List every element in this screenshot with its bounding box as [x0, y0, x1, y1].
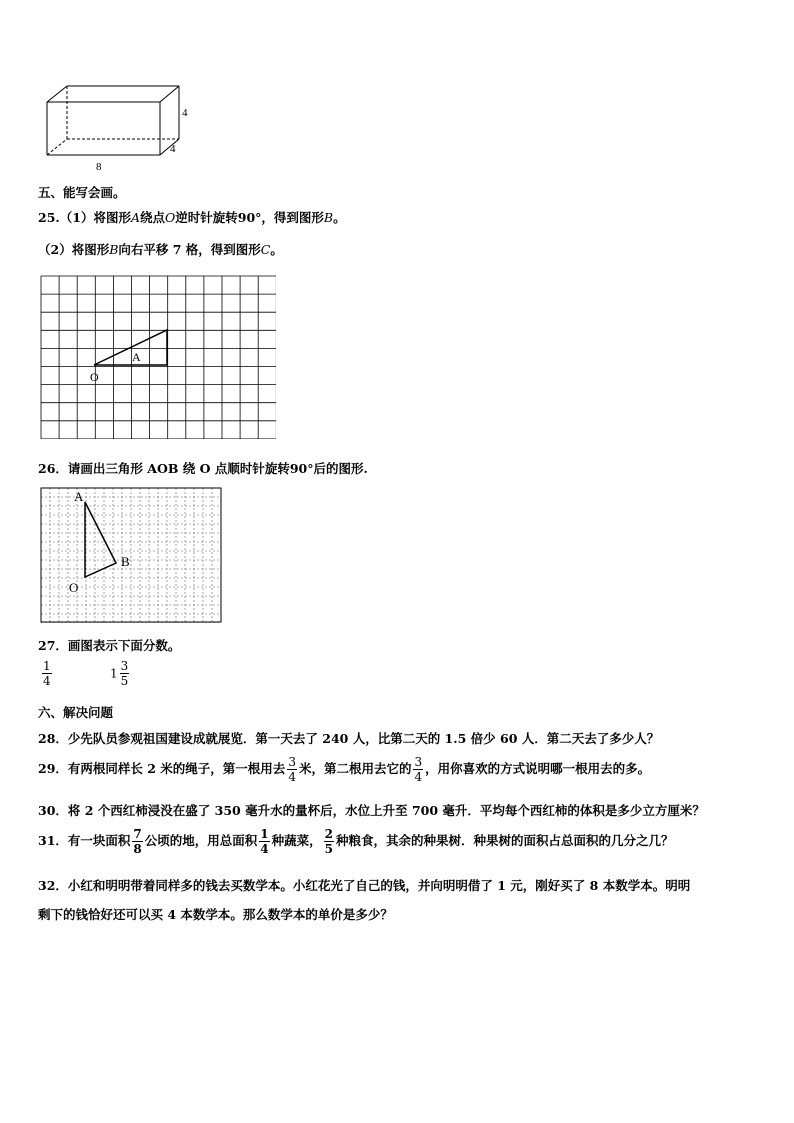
q25-part2: （2）将图形B向右平移 7 格，得到图形C。	[38, 242, 283, 257]
q27-fraction-one-quarter: $\frac{1}{4}$	[43, 659, 51, 688]
q28-text: 28．少先队员参观祖国建设成就展览．第一天去了 240 人，比第二天的 1.5 倍少 60 人．第二天去了多少人？	[38, 731, 660, 746]
q31-text: 31．有一块面积 $\frac{7}{8}$ 公顷的地，用总面积 $\frac{1}{4}$ 种蔬菜， $\frac{2}{5}$ 种粮食，其余的种果树．种果树的面积占总面积的几分之几？	[38, 827, 674, 856]
point-a-label: A	[74, 489, 84, 504]
point-b-label: B	[121, 554, 130, 569]
cuboid-figure	[40, 82, 200, 172]
q25-part1: 25.（1）将图形A绕点O逆时针旋转90°，得到图形B。	[38, 210, 346, 225]
q32-line2: 剩下的钱恰好还可以买 4 本数学本。那么数学本的单价是多少？	[38, 907, 393, 922]
q26-text: 26．请画出三角形 AOB 绕 O 点顺时针旋转90°后的图形.	[38, 461, 368, 476]
point-o-label-q26: O	[69, 580, 79, 595]
q30-text: 30．将 2 个西红柿浸没在盛了 350 毫升水的量杯后，水位上升至 700 毫升．平均每个西红柿的体积是多少立方厘米？	[38, 803, 705, 818]
q25-grid	[40, 275, 276, 439]
q29-text: 29．有两根同样长 2 米的绳子，第一根用去 $\frac{3}{4}$ 米，第二根用去它的 $\frac{3}{4}$ ，用你喜欢的方式说明哪一根用去的多。	[38, 755, 651, 784]
section5-heading: 五、能写会画。	[38, 185, 126, 200]
q27-text: 27．画图表示下面分数。	[38, 638, 181, 653]
shape-a-triangle	[94, 330, 167, 365]
box-height-label: 4	[182, 107, 188, 119]
box-length-label: 8	[96, 161, 102, 172]
q26-grid	[40, 487, 222, 623]
shape-a-label: A	[132, 350, 141, 364]
q27-mixed-number: 1 $\frac{3}{5}$	[110, 659, 129, 688]
triangle-aob	[85, 502, 116, 577]
point-o-label: O	[90, 370, 99, 384]
q32-line1: 32．小红和明明带着同样多的钱去买数学本。小红花光了自己的钱，并向明明借了 1 元，刚好买了 8 本数学本。明明	[38, 878, 691, 893]
box-depth-label: 4	[170, 143, 176, 155]
section6-heading: 六、解决问题	[38, 705, 114, 720]
